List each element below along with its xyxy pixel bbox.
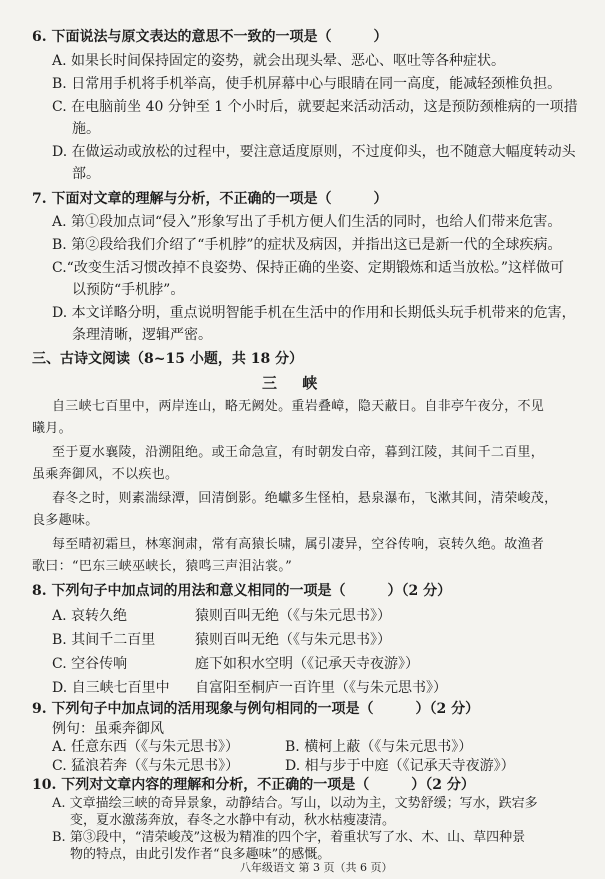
page-footer: 八年级语文 第 3 页（共 6 页） bbox=[240, 861, 393, 874]
passage-p1-line2: 曦月。 bbox=[32, 421, 72, 436]
q9-option-b: B. 横柯上蔽（《与朱元思书》） bbox=[285, 739, 473, 755]
q7-option-d-line1: D. 本文详略分明，重点说明智能手机在生活中的作用和长期低头玩手机带来的危害， bbox=[52, 305, 576, 321]
q9-option-a: A. 任意东西（《与朱元思书》） bbox=[52, 739, 240, 755]
q8-row-a-left: A. 哀转久绝 bbox=[52, 608, 128, 624]
q6-option-a: A. 如果长时间保持固定的姿势，就会出现头晕、恶心、呕吐等各种症状。 bbox=[52, 53, 506, 69]
q6-option-c-line2: 施。 bbox=[72, 121, 100, 137]
q9-example: 例句：虽乘奔御风 bbox=[52, 721, 164, 737]
q6-option-b: B. 日常用手机将手机举高，使手机屏幕中心与眼睛在同一高度，能减轻颈椎负担。 bbox=[52, 76, 562, 92]
q7-option-c-line1: C.“改变生活习惯改掉不良姿势、保持正确的坐姿、定期锻炼和适当放松。”这样做可 bbox=[52, 260, 564, 276]
q8-row-b-right: 猿则百叫无绝（《与朱元思书》） bbox=[195, 632, 391, 648]
passage-p2-line2: 虽乘奔御风，不以疾也。 bbox=[32, 467, 179, 482]
q6-option-d-line1: D. 在做运动或放松的过程中，要注意适度原则，不过度仰头，也不随意大幅度转动头 bbox=[52, 144, 576, 160]
passage-p2-line1: 至于夏水襄陵，沿溯阻绝。或王命急宣，有时朝发白帝，暮到江陵，其间千二百里， bbox=[52, 445, 545, 460]
q10-option-a-line2: 变，夏水激荡奔放，春冬之水静中有动，秋水枯瘦凄清。 bbox=[70, 813, 396, 828]
passage-p4-line2: 歌曰：“巴东三峡巫峡长，猿鸣三声泪沾裳。” bbox=[32, 559, 293, 574]
q7-option-a: A. 第①段加点词“侵入”形象写出了手机方便人们生活的同时，也给人们带来危害。 bbox=[52, 214, 562, 230]
passage-p1-line1: 自三峡七百里中，两岸连山，略无阙处。重岩叠嶂，隐天蔽日。自非亭午夜分，不见 bbox=[52, 399, 545, 414]
passage-p4-line1: 每至晴初霜旦，林寒涧肃，常有高猿长啸，属引凄异，空谷传响，哀转久绝。故渔者 bbox=[52, 537, 545, 552]
q6-stem: 6. 下面说法与原文表达的意思不一致的一项是（ ） bbox=[32, 29, 388, 45]
q8-row-b-left: B. 其间千二百里 bbox=[52, 632, 156, 648]
q7-option-d-line2: 条理清晰，逻辑严密。 bbox=[72, 327, 212, 343]
passage-p3-line2: 良多趣味。 bbox=[32, 513, 99, 528]
q9-stem: 9. 下列句子中加点词的活用现象与例句相同的一项是（ ）（2 分） bbox=[32, 701, 480, 717]
q9-option-c: C. 猛浪若奔（《与朱元思书》） bbox=[52, 758, 240, 774]
q10-option-b-line2: 物的特点，由此引发作者“良多趣味”的感慨。 bbox=[70, 847, 331, 862]
passage-p3-line1: 春冬之时，则素湍绿潭，回清倒影。绝巘多生怪柏，悬泉瀑布，飞漱其间，清荣峻茂， bbox=[52, 491, 558, 506]
q10-stem: 10. 下列对文章内容的理解和分析，不正确的一项是（ ）（2 分） bbox=[32, 777, 475, 793]
q6-option-d-line2: 部。 bbox=[72, 166, 100, 182]
q7-option-c-line2: 以预防“手机脖”。 bbox=[72, 282, 185, 298]
q7-option-b: B. 第②段给我们介绍了“手机脖”的症状及病因，并指出这已是新一代的全球疾病。 bbox=[52, 237, 562, 253]
q10-option-a-line1: A. 文章描绘三峡的奇异景象，动静结合。写山，以动为主，文势舒缓；写水，跌宕多 bbox=[52, 796, 538, 811]
q8-stem: 8. 下列句子中加点词的用法和意义相同的一项是（ ）（2 分） bbox=[32, 583, 452, 599]
q10-option-b-line1: B. 第③段中，“清荣峻茂”这极为精准的四个字，着重状写了水、木、山、草四种景 bbox=[52, 830, 526, 845]
q7-stem: 7. 下面对文章的理解与分析，不正确的一项是（ ） bbox=[32, 191, 388, 207]
q8-row-a-right: 猿则百叫无绝（《与朱元思书》） bbox=[195, 608, 391, 624]
q9-option-d: D. 相与步于中庭（《记承天寺夜游》） bbox=[285, 758, 515, 774]
q6-option-c-line1: C. 在电脑前坐 40 分钟至 1 个小时后，就要起来活动活动，这是预防颈椎病的一项措 bbox=[52, 99, 578, 115]
q8-row-d-left: D. 自三峡七百里中 bbox=[52, 680, 170, 696]
q8-row-c-right: 庭下如积水空明（《记承天寺夜游》） bbox=[195, 656, 419, 672]
section-3-heading: 三、古诗文阅读（8~15 小题，共 18 分） bbox=[32, 351, 304, 367]
passage-title: 三 峡 bbox=[262, 374, 328, 392]
q8-row-c-left: C. 空谷传响 bbox=[52, 656, 128, 672]
q8-row-d-right: 自富阳至桐庐一百许里（《与朱元思书》） bbox=[195, 680, 447, 696]
